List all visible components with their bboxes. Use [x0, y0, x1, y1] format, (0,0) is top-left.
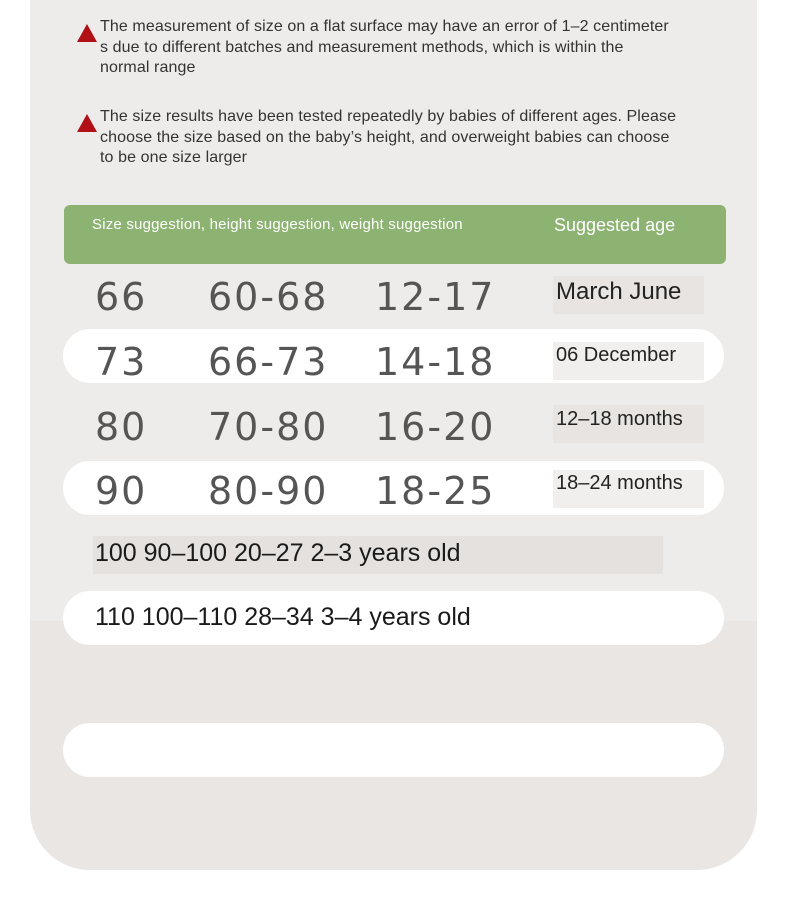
size-value: 80 — [95, 405, 148, 449]
notice-line: The measurement of size on a flat surface may have an error of 1–2 centimeter — [100, 18, 669, 35]
size-value: 90 — [95, 469, 148, 513]
age-value: 12–18 months — [553, 405, 704, 443]
age-value: 18–24 months — [553, 470, 704, 508]
empty-row — [63, 723, 724, 777]
header-size-height-weight: Size suggestion, height suggestion, weight suggestion — [92, 216, 463, 233]
table-header-bar — [64, 205, 726, 264]
weight-value: 14-18 — [375, 340, 496, 384]
weight-value: 12-17 — [375, 275, 496, 319]
warning-triangle-icon — [76, 23, 98, 43]
age-value: March June — [553, 276, 704, 314]
notice-text — [100, 17, 669, 79]
notice-line: The size results have been tested repeatedly by babies of different ages. Please — [100, 108, 677, 125]
table-row-110: 110 100–110 28–34 3–4 years old — [95, 603, 471, 631]
height-value: 70-80 — [208, 405, 329, 449]
weight-value: 16-20 — [375, 405, 496, 449]
size-value: 73 — [95, 340, 148, 384]
height-value: 60-68 — [208, 275, 329, 319]
size-value: 66 — [95, 275, 148, 319]
notice-line: to be one size larger — [100, 149, 248, 166]
notice-text — [100, 107, 676, 169]
weight-value: 18-25 — [375, 469, 496, 513]
notice-measurement-error — [76, 17, 724, 79]
header-suggested-age: Suggested age — [554, 215, 676, 235]
notice-line: choose the size based on the baby’s height, and overweight babies can choose — [100, 128, 670, 146]
age-value: 06 December — [553, 342, 704, 380]
notice-line: s due to different batches and measurement methods, which is within the — [100, 38, 624, 56]
notice-size-advice — [76, 107, 724, 169]
height-value: 66-73 — [208, 340, 329, 384]
height-value: 80-90 — [208, 469, 329, 513]
warning-triangle-icon — [76, 113, 98, 133]
table-row-100: 100 90–100 20–27 2–3 years old — [95, 539, 461, 567]
notice-line: normal range — [100, 59, 196, 76]
